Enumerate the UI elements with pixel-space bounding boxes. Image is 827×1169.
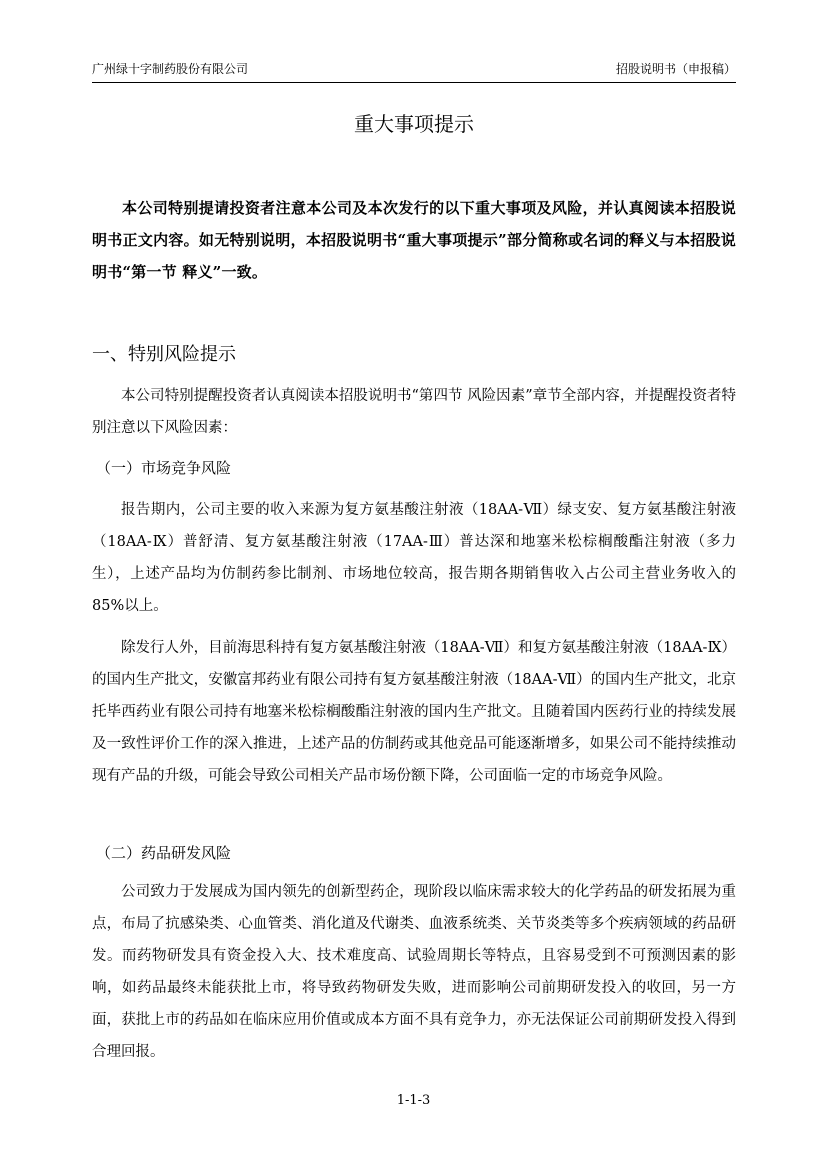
subsection-market-competition-title: （一）市场竞争风险 <box>96 459 232 477</box>
section-special-risk-title: 一、特别风险提示 <box>92 344 236 365</box>
market-competition-paragraph-1: 报告期内，公司主要的收入来源为复方氨基酸注射液（18AA-Ⅶ）绿支安、复方氨基酸注射液（18AA-Ⅸ）普舒清、复方氨基酸注射液（17AA-Ⅲ）普达深和地塞米松棕榈酸酯注射液（多力生），上述产品均为仿制药参比制剂、市场地位较高，报告期各期销售收入占公司主营业务收入的85%以上。 <box>92 502 736 614</box>
section-special-risk-intro: 本公司特别提醒投资者认真阅读本招股说明书“第四节 风险因素”章节全部内容，并提醒投资者特别注意以下风险因素： <box>92 388 736 436</box>
page-title: 重大事项提示 <box>354 112 474 136</box>
header-document-type: 招股说明书（申报稿） <box>615 62 736 76</box>
intro-paragraph: 本公司特别提请投资者注意本公司及本次发行的以下重大事项及风险，并认真阅读本招股说明书正文内容。如无特别说明，本招股说明书“重大事项提示”部分简称或名词的释义与本招股说明书“第一节 释义”一致。 <box>92 199 736 281</box>
drug-rd-paragraph-1: 公司致力于发展成为国内领先的创新型药企，现阶段以临床需求较大的化学药品的研发拓展为重点，布局了抗感染类、心血管类、消化道及代谢类、血液系统类、关节炎类等多个疾病领域的药品研发。而药物研发具有资金投入大、技术难度高、试验周期长等特点，且容易受到不可预测因素的影响，如药品最终未能获批上市，将导致药物研发失败，进而影响公司前期研发投入的收回，另一方面，获批上市的药品如在临床应用价值或成本方面不具有竞争力，亦无法保证公司前期研发投入得到合理回报。 <box>92 884 736 1060</box>
header-company-name: 广州绿十字制药股份有限公司 <box>92 62 249 76</box>
market-competition-paragraph-2: 除发行人外，目前海思科持有复方氨基酸注射液（18AA-Ⅶ）和复方氨基酸注射液（18AA-Ⅸ）的国内生产批文，安徽富邦药业有限公司持有复方氨基酸注射液（18AA-Ⅶ）的国内生产批文，北京托毕西药业有限公司持有地塞米松棕榈酸酯注射液的国内生产批文。且随着国内医药行业的持续发展及一致性评价工作的深入推进，上述产品的仿制药或其他竞品可能逐渐增多，如果公司不能持续推动现有产品的升级，可能会导致公司相关产品市场份额下降，公司面临一定的市场竞争风险。 <box>92 640 736 784</box>
page-header <box>92 56 736 83</box>
page-number: 1-1-3 <box>396 1093 431 1108</box>
subsection-drug-rd-title: （二）药品研发风险 <box>96 844 232 862</box>
